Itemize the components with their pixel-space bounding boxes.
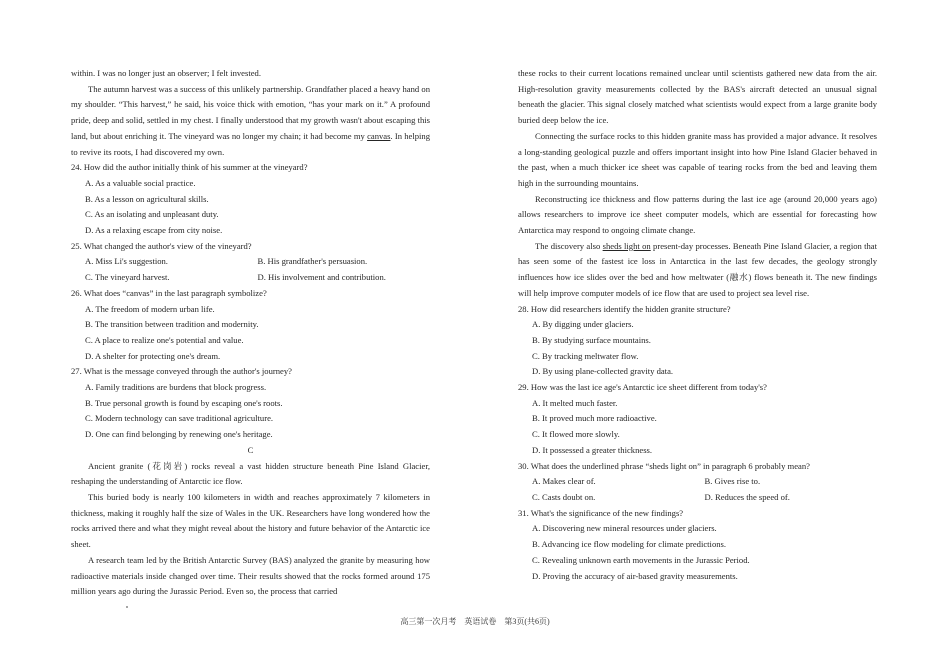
option-28-c: C. By tracking meltwater flow. xyxy=(532,350,639,361)
option-29-b: B. It proved much more radioactive. xyxy=(532,413,657,424)
options-25-row-1 xyxy=(71,254,430,270)
paragraph-text: The discovery also xyxy=(535,240,603,251)
paragraph-c1: Ancient granite (花岗岩) rocks reveal a vast hidden structure beneath Pine Island Glacier, reshaping the understanding of Antarctic ice flow. xyxy=(71,460,430,487)
options-25-row-2 xyxy=(71,270,430,286)
paragraph-text: The autumn harvest was a success of this unlikely partnership. Grandfather placed a heavy hand on my shoulder. “This harvest,” he said, his voice thick with emotion, “has your mark on it.” A profound pride, deep and solid, settled in my chest. I finally understood that my growth wasn't about escaping this land, but about enriching it. The vineyard was no longer my chain; it had become my xyxy=(71,83,430,141)
option-30-a: A. Makes clear of. xyxy=(532,476,596,487)
paragraph-r4 xyxy=(518,239,877,302)
question-30-stem: 30. What does the underlined phrase “sheds light on” in paragraph 6 probably mean? xyxy=(518,460,810,471)
option-26-d: D. A shelter for protecting one's dream. xyxy=(85,350,221,361)
option-30-b: B. Gives rise to. xyxy=(704,476,761,487)
option-27-c: C. Modern technology can save traditional agriculture. xyxy=(85,413,274,424)
option-25-a: A. Miss Li's suggestion. xyxy=(85,256,168,267)
question-28-stem: 28. How did researchers identify the hidden granite structure? xyxy=(518,303,731,314)
option-28-d: D. By using plane-collected gravity data. xyxy=(532,366,674,377)
underlined-word-canvas: canvas xyxy=(367,130,391,141)
question-25-stem: 25. What changed the author's view of the vineyard? xyxy=(71,240,252,251)
option-30-c: C. Casts doubt on. xyxy=(532,491,596,502)
option-25-c: C. The vineyard harvest. xyxy=(85,272,170,283)
question-26-stem: 26. What does “canvas” in the last paragraph symbolize? xyxy=(71,287,267,298)
intro-line: within. I was no longer just an observer; I felt invested. xyxy=(71,68,261,78)
right-column xyxy=(518,66,877,584)
option-31-a: A. Discovering new mineral resources under glaciers. xyxy=(532,523,717,534)
option-31-d: D. Proving the accuracy of air-based gravity measurements. xyxy=(532,570,738,581)
option-29-a: A. It melted much faster. xyxy=(532,397,618,408)
option-24-b: B. As a lesson on agricultural skills. xyxy=(85,193,209,204)
question-31-stem: 31. What's the significance of the new findings? xyxy=(518,507,684,518)
option-27-d: D. One can find belonging by renewing one's heritage. xyxy=(85,429,273,440)
option-24-a: A. As a valuable social practice. xyxy=(85,177,196,188)
question-24-stem: 24. How did the author initially think of his summer at the vineyard? xyxy=(71,162,308,173)
page-footer: 高三第一次月考 英语试卷 第3页(共6页) xyxy=(400,617,550,626)
paragraph-r3: Reconstructing ice thickness and flow patterns during the last ice age (around 20,000 years ago) allows researchers to improve ice sheet computer models, which are essential for forecasting how Antarctica may respond to ongoing climate change. xyxy=(518,193,877,236)
paragraph-c2: This buried body is nearly 100 kilometers in width and reaches approximately 7 kilometers in thickness, making it roughly half the size of Wales in the UK. Researchers have long wondered how the rocks arrived there and what they might reveal about the history and future behavior of the Antarctic ice sheet. xyxy=(71,491,430,550)
option-31-b: B. Advancing ice flow modeling for climate predictions. xyxy=(532,539,727,550)
option-27-b: B. True personal growth is found by escaping one's roots. xyxy=(85,397,283,408)
option-29-d: D. It possessed a greater thickness. xyxy=(532,444,653,455)
options-30-row-2 xyxy=(518,490,877,506)
option-25-b: B. His grandfather's persuasion. xyxy=(257,256,368,267)
option-27-a: A. Family traditions are burdens that block progress. xyxy=(85,382,267,393)
option-24-c: C. As an isolating and unpleasant duty. xyxy=(85,209,219,220)
question-27-stem: 27. What is the message conveyed through the author's journey? xyxy=(71,366,292,377)
underlined-phrase-sheds-light-on: sheds light on xyxy=(602,240,651,251)
paragraph-harvest xyxy=(71,82,430,161)
option-28-a: A. By digging under glaciers. xyxy=(532,319,634,330)
paragraph-text: present-day processes. Beneath Pine Island Glacier, a region that has seen some of the fastest ice loss in Antarctica in the last few decades, the geology strongly influences how ice slides over the bed and how meltwater (融水) flows beneath it. The new findings will help improve computer models of ice flow that are used to project sea level rise. xyxy=(518,240,878,298)
option-26-c: C. A place to realize one's potential and value. xyxy=(85,334,244,345)
option-25-d: D. His involvement and contribution. xyxy=(257,272,386,283)
section-label-c: C xyxy=(247,444,254,455)
option-31-c: C. Revealing unknown earth movements in the Jurassic Period. xyxy=(532,554,750,565)
option-26-b: B. The transition between tradition and modernity. xyxy=(85,319,259,330)
paragraph-r2: Connecting the surface rocks to this hidden granite mass has provided a major advance. It resolves a long-standing geological puzzle and offers important insight into how Pine Island Glacier behaved in the past, when a much thicker ice sheet was capable of tearing rocks from the bed and leaving them high in the surrounding mountains. xyxy=(518,130,877,188)
option-28-b: B. By studying surface mountains. xyxy=(532,334,651,345)
left-column xyxy=(71,66,430,600)
paragraph-continued: these rocks to their current locations remained unclear until scientists gathered new data from the air. High-resolution gravity measurements collected by the BAS's aircraft detected an unusual signal beneath the glacier. This signal closely matched what scientists would expect from a large granite body buried deep below the ice. xyxy=(518,68,877,126)
scan-speck xyxy=(126,606,128,608)
option-24-d: D. As a relaxing escape from city noise. xyxy=(85,225,223,236)
paragraph-c3: A research team led by the British Antarctic Survey (BAS) analyzed the granite by measuring how radioactive materials inside changed over time. Their results showed that the rocks formed around 175 million years ago during the Jurassic Period. Even so, the process that carried xyxy=(71,554,430,597)
option-26-a: A. The freedom of modern urban life. xyxy=(85,303,215,314)
option-29-c: C. It flowed more slowly. xyxy=(532,429,620,440)
paragraph-text: . In helping to revive its roots, I had discovered my own. xyxy=(71,130,430,157)
option-30-d: D. Reduces the speed of. xyxy=(704,491,790,502)
question-29-stem: 29. How was the last ice age's Antarctic ice sheet different from today's? xyxy=(518,382,767,393)
options-30-row-1 xyxy=(518,474,877,490)
